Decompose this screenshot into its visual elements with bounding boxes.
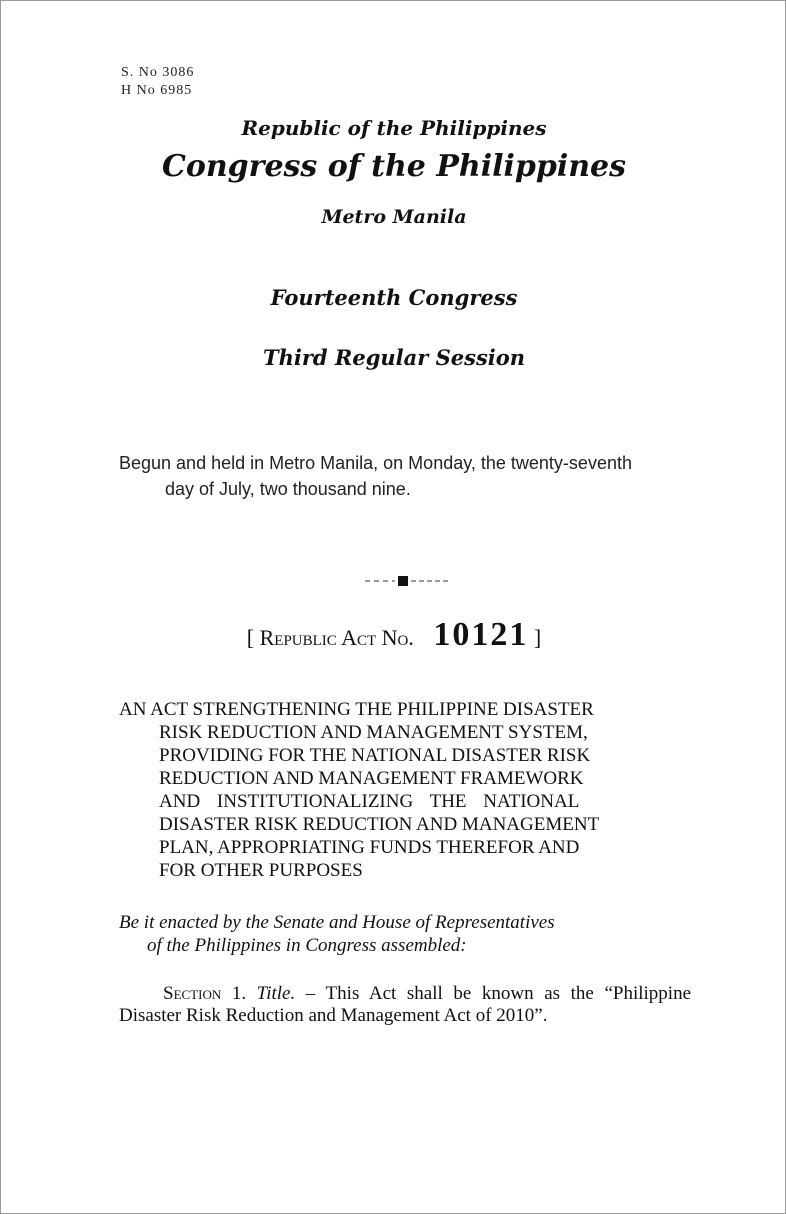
title-line: AND INSTITUTIONALIZING THE NATIONAL <box>159 791 580 812</box>
session-heading: Third Regular Session <box>262 345 526 370</box>
title-line: RISK REDUCTION AND MANAGEMENT SYSTEM, <box>159 722 588 743</box>
begun-line-1: Begun and held in Metro Manila, on Monday, the twenty-seventh <box>119 453 632 473</box>
begun-line-2: day of July, two thousand nine. <box>165 479 411 499</box>
title-line: PLAN, APPROPRIATING FUNDS THEREFOR AND <box>159 837 580 858</box>
enacting-clause <box>119 911 691 957</box>
section-label: Section 1. <box>163 983 247 1004</box>
section-1 <box>119 983 691 1027</box>
title-line: AN ACT STRENGTHENING THE PHILIPPINE DISASTER <box>119 699 594 720</box>
house-bill-number: H No 6985 <box>121 83 193 98</box>
title-line: DISASTER RISK REDUCTION AND MANAGEMENT <box>159 814 600 835</box>
senate-bill-number: S. No 3086 <box>121 65 195 80</box>
title-line: REDUCTION AND MANAGEMENT FRAMEWORK <box>159 768 584 789</box>
ornament-divider <box>365 576 449 586</box>
act-title <box>119 698 691 882</box>
republic-act-heading <box>1 616 786 654</box>
location-heading: Metro Manila <box>321 206 467 228</box>
republic-act-number: 10121 <box>433 616 529 653</box>
title-line: PROVIDING FOR THE NATIONAL DISASTER RISK <box>159 745 591 766</box>
congress-number: Fourteenth Congress <box>270 285 518 310</box>
republic-act-label: Republic Act No. <box>259 625 414 650</box>
open-bracket: [ <box>246 625 255 650</box>
section-text: – This Act shall be known as the “Philippine Disaster Risk Reduction and Management Act of 2010”. <box>119 983 691 1026</box>
republic-heading: Republic of the Philippines <box>241 116 547 140</box>
enacting-line-2: of the Philippines in Congress assembled: <box>147 935 467 956</box>
section-heading: Title. <box>256 983 296 1004</box>
title-line: FOR OTHER PURPOSES <box>159 860 363 881</box>
enacting-line-1: Be it enacted by the Senate and House of Representatives <box>119 912 555 933</box>
close-bracket: ] <box>533 625 542 650</box>
congress-heading: Congress of the Philippines <box>161 149 627 184</box>
